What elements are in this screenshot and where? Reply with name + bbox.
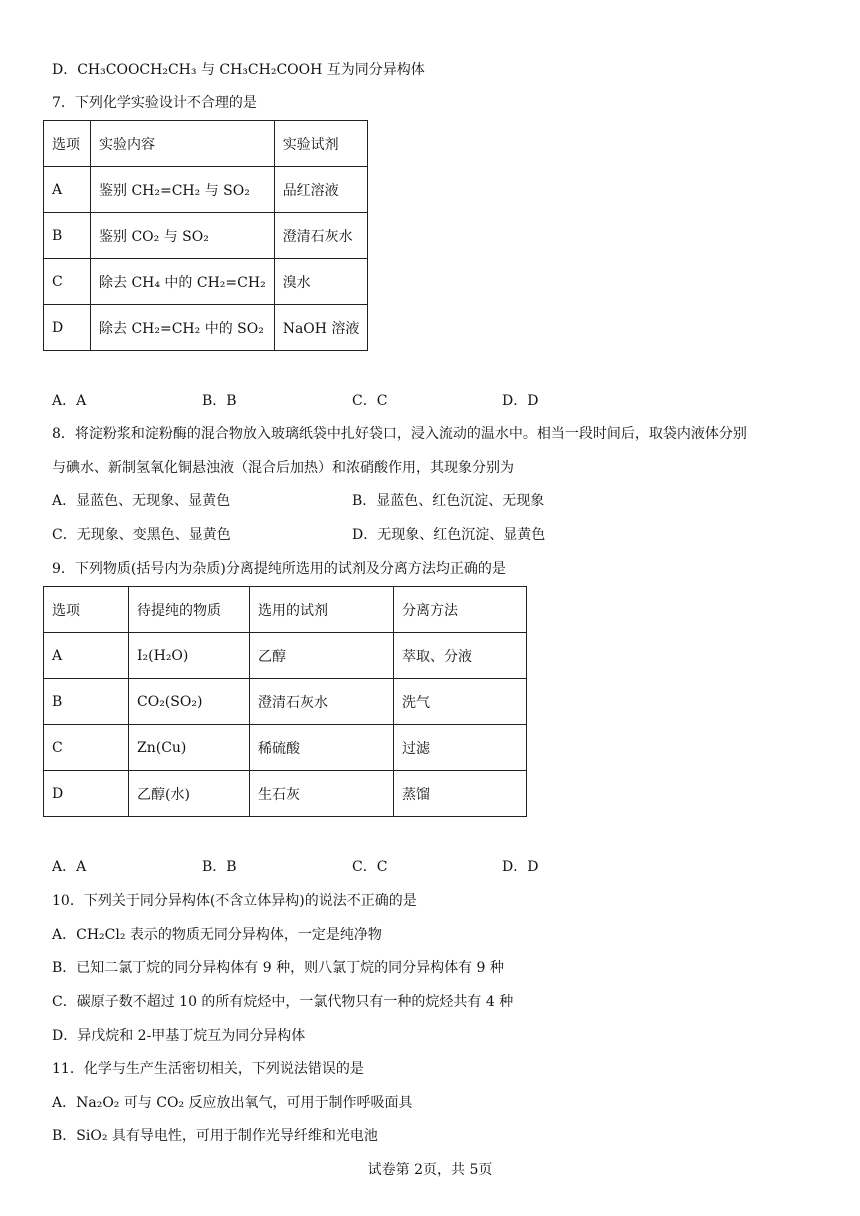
- table-cell: B: [44, 213, 91, 259]
- q10-option-a: A．CH₂Cl₂ 表示的物质无同分异构体，一定是纯净物: [52, 927, 382, 943]
- table-cell: NaOH 溶液: [274, 305, 368, 351]
- table-row: [44, 213, 368, 259]
- table-header-cell: 实验内容: [91, 121, 275, 167]
- table-header-cell: 选项: [44, 121, 91, 167]
- table-cell: C: [44, 259, 91, 305]
- q8-stem-line2: 与碘水、新制氢氧化铜悬浊液（混合后加热）和浓硝酸作用，其现象分别为: [52, 460, 514, 476]
- table-header-cell: 分离方法: [394, 587, 527, 633]
- q7-option-a: A．A: [52, 393, 87, 409]
- q7-option-c: C．C: [352, 393, 388, 409]
- table-cell: A: [44, 633, 129, 679]
- q7-table: [43, 120, 368, 351]
- q9-option-c: C．C: [352, 859, 388, 875]
- q8-stem-line1: 8．将淀粉浆和淀粉酶的混合物放入玻璃纸袋中扎好袋口，浸入流动的温水中。相当一段时间后，取袋内液体分别: [52, 426, 747, 442]
- table-row: [44, 259, 368, 305]
- table-cell: 澄清石灰水: [274, 213, 368, 259]
- table-header-row: [44, 587, 527, 633]
- table-cell: 过滤: [394, 725, 527, 771]
- q9-option-b: B．B: [202, 859, 237, 875]
- table-header-cell: 选用的试剂: [250, 587, 394, 633]
- table-cell: Zn(Cu): [129, 725, 250, 771]
- table-cell: 稀硫酸: [250, 725, 394, 771]
- table-cell: 鉴别 CO₂ 与 SO₂: [91, 213, 275, 259]
- table-cell: 鉴别 CH₂=CH₂ 与 SO₂: [91, 167, 275, 213]
- q10-option-b: B．已知二氯丁烷的同分异构体有 9 种，则八氯丁烷的同分异构体有 9 种: [52, 960, 504, 976]
- table-header-row: [44, 121, 368, 167]
- q8-option-d: D．无现象、红色沉淀、显黄色: [352, 527, 546, 543]
- table-cell: 除去 CH₄ 中的 CH₂=CH₂: [91, 259, 275, 305]
- table-row: [44, 167, 368, 213]
- q7-option-b: B．B: [202, 393, 237, 409]
- q9-table: [43, 586, 527, 817]
- table-row: [44, 725, 527, 771]
- page-footer: 试卷第 2页，共 5页: [367, 1162, 493, 1178]
- q9-stem: 9．下列物质(括号内为杂质)分离提纯所选用的试剂及分离方法均正确的是: [52, 561, 506, 577]
- q11-stem: 11．化学与生产生活密切相关，下列说法错误的是: [52, 1061, 364, 1077]
- table-cell: D: [44, 771, 129, 817]
- q7-option-d: D．D: [502, 393, 539, 409]
- table-cell: 乙醇(水): [129, 771, 250, 817]
- table-cell: 生石灰: [250, 771, 394, 817]
- table-cell: 溴水: [274, 259, 368, 305]
- table-row: [44, 633, 527, 679]
- q7-stem: 7．下列化学实验设计不合理的是: [52, 95, 257, 111]
- q8-option-c: C．无现象、变黑色、显黄色: [52, 527, 231, 543]
- q10-option-c: C．碳原子数不超过 10 的所有烷烃中，一氯代物只有一种的烷烃共有 4 种: [52, 994, 514, 1010]
- q11-option-b: B．SiO₂ 具有导电性，可用于制作光导纤维和光电池: [52, 1128, 378, 1144]
- table-cell: CO₂(SO₂): [129, 679, 250, 725]
- table-cell: B: [44, 679, 129, 725]
- table-cell: 澄清石灰水: [250, 679, 394, 725]
- table-cell: 品红溶液: [274, 167, 368, 213]
- table-cell: C: [44, 725, 129, 771]
- table-header-cell: 选项: [44, 587, 129, 633]
- table-cell: 洗气: [394, 679, 527, 725]
- table-cell: 蒸馏: [394, 771, 527, 817]
- q6-option-d: D．CH₃COOCH₂CH₃ 与 CH₃CH₂COOH 互为同分异构体: [52, 62, 425, 78]
- table-header-cell: 待提纯的物质: [129, 587, 250, 633]
- q9-option-a: A．A: [52, 859, 87, 875]
- q10-stem: 10．下列关于同分异构体(不含立体异构)的说法不正确的是: [52, 893, 417, 909]
- q8-option-a: A．显蓝色、无现象、显黄色: [52, 493, 231, 509]
- q8-option-b: B．显蓝色、红色沉淀、无现象: [352, 493, 545, 509]
- table-cell: A: [44, 167, 91, 213]
- table-cell: 萃取、分液: [394, 633, 527, 679]
- table-cell: 乙醇: [250, 633, 394, 679]
- table-row: [44, 679, 527, 725]
- table-cell: D: [44, 305, 91, 351]
- q11-option-a: A．Na₂O₂ 可与 CO₂ 反应放出氧气，可用于制作呼吸面具: [52, 1095, 413, 1111]
- q10-option-d: D．异戊烷和 2-甲基丁烷互为同分异构体: [52, 1028, 306, 1044]
- table-row: [44, 305, 368, 351]
- table-header-cell: 实验试剂: [274, 121, 368, 167]
- table-row: [44, 771, 527, 817]
- table-cell: I₂(H₂O): [129, 633, 250, 679]
- table-cell: 除去 CH₂=CH₂ 中的 SO₂: [91, 305, 275, 351]
- q9-option-d: D．D: [502, 859, 539, 875]
